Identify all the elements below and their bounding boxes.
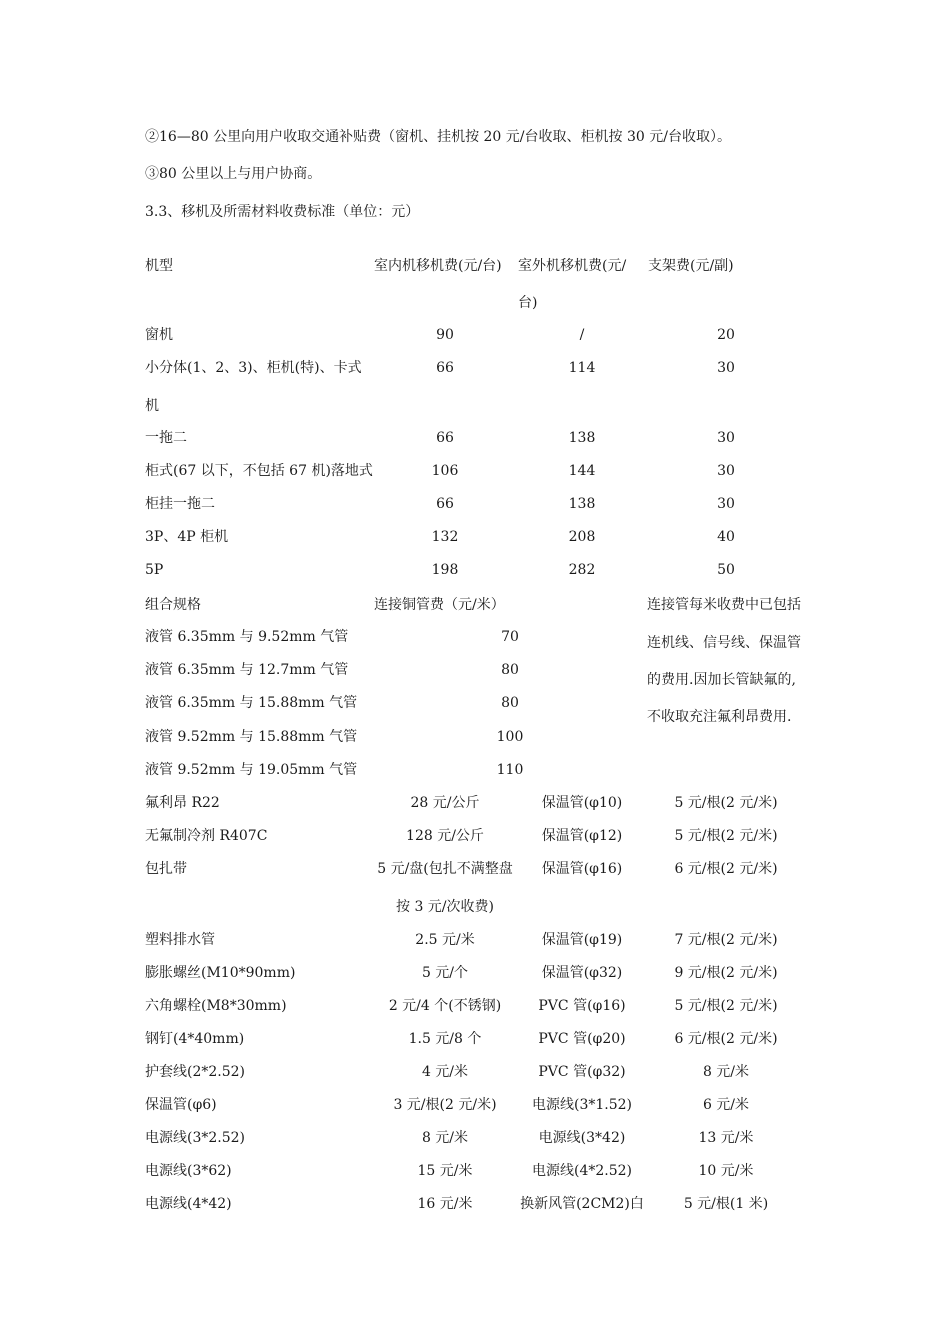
pipe-note-line: 的费用.因加长管缺氟的, [647, 672, 796, 688]
material-name-cell-2: 保温管(φ32) [541, 965, 623, 981]
pipe-fee-cell: 80 [501, 662, 519, 678]
material-name-cell-2: 保温管(φ12) [541, 828, 623, 844]
material-name-cell-2: 保温管(φ19) [541, 932, 623, 948]
material-price-cell: 128 元/公斤 [406, 828, 484, 844]
material-name-cell-2: 保温管(φ10) [541, 795, 623, 811]
material-name-cell: 膨胀螺丝(M10*90mm) [145, 965, 296, 981]
pipe-note-line: 连接管每米收费中已包括 [647, 597, 801, 613]
outdoor-cell: 208 [568, 529, 596, 545]
material-name-cell: 氟利昂 R22 [145, 795, 220, 811]
pipe-header-fee: 连接铜管费（元/米） [374, 597, 505, 613]
material-name-cell: 护套线(2*2.52) [145, 1064, 246, 1080]
material-name-cell-2: PVC 管(φ20) [538, 1031, 626, 1047]
material-price-cell-cont: 按 3 元/次收费) [396, 899, 494, 915]
pipe-note-line: 连机线、信号线、保温管 [647, 635, 801, 651]
material-price-cell: 5 元/个 [421, 965, 469, 981]
material-name-cell: 电源线(4*42) [145, 1196, 232, 1212]
header-indoor-fee: 室内机移机费(元/台) [374, 258, 502, 274]
material-name-cell: 塑料排水管 [145, 932, 215, 948]
outdoor-cell: 144 [568, 463, 596, 479]
pipe-spec-cell: 液管 6.35mm 与 12.7mm 气管 [145, 662, 349, 678]
material-name-cell-2: 电源线(3*1.52) [531, 1097, 632, 1113]
indoor-cell: 66 [436, 496, 454, 512]
header-outdoor-fee-cont: 台) [518, 295, 538, 311]
intro-line-1: ②16—80 公里向用户收取交通补贴费（窗机、挂机按 20 元/台收取、柜机按 30 元/台收取）。 [145, 129, 731, 145]
material-name-cell-2: 保温管(φ16) [541, 861, 623, 877]
material-price-cell: 2.5 元/米 [415, 932, 475, 948]
material-price-cell-2: 5 元/根(1 米) [683, 1196, 769, 1212]
material-name-cell-2: 换新风管(2CM2)白 [520, 1196, 644, 1212]
outdoor-cell: 138 [568, 496, 596, 512]
model-cell-cont: 机 [145, 398, 159, 414]
material-name-cell: 电源线(3*2.52) [145, 1130, 246, 1146]
material-price-cell: 4 元/米 [421, 1064, 469, 1080]
material-name-cell-2: 电源线(4*2.52) [531, 1163, 632, 1179]
header-model: 机型 [145, 258, 173, 274]
material-name-cell-2: 电源线(3*42) [538, 1130, 626, 1146]
section-heading: 3.3、移机及所需材料收费标准（单位：元） [145, 204, 420, 220]
header-bracket-fee: 支架费(元/副) [648, 258, 734, 274]
material-name-cell: 钢钉(4*40mm) [145, 1031, 245, 1047]
bracket-cell: 30 [717, 360, 735, 376]
material-price-cell: 3 元/根(2 元/米) [393, 1097, 497, 1113]
pipe-fee-cell: 100 [496, 729, 524, 745]
header-outdoor-fee: 室外机移机费(元/ [518, 258, 627, 274]
pipe-spec-cell: 液管 6.35mm 与 9.52mm 气管 [145, 629, 349, 645]
material-price-cell: 16 元/米 [417, 1196, 473, 1212]
bracket-cell: 30 [717, 496, 735, 512]
material-name-cell: 六角螺栓(M8*30mm) [145, 998, 287, 1014]
model-cell: 柜挂一拖二 [145, 496, 215, 512]
material-price-cell: 15 元/米 [417, 1163, 473, 1179]
bracket-cell: 30 [717, 463, 735, 479]
pipe-note-line: 不收取充注氟利昂费用. [647, 709, 792, 725]
indoor-cell: 90 [436, 327, 454, 343]
model-cell: 一拖二 [145, 430, 187, 446]
material-price-cell-2: 5 元/根(2 元/米) [674, 998, 778, 1014]
material-price-cell-2: 10 元/米 [698, 1163, 754, 1179]
pipe-fee-cell: 110 [496, 762, 524, 778]
pipe-spec-cell: 液管 9.52mm 与 19.05mm 气管 [145, 762, 358, 778]
bracket-cell: 50 [717, 562, 735, 578]
outdoor-cell: 138 [568, 430, 596, 446]
material-name-cell-2: PVC 管(φ32) [538, 1064, 626, 1080]
material-price-cell: 28 元/公斤 [410, 795, 480, 811]
material-price-cell-2: 7 元/根(2 元/米) [674, 932, 778, 948]
indoor-cell: 106 [431, 463, 459, 479]
indoor-cell: 132 [431, 529, 459, 545]
pipe-spec-cell: 液管 9.52mm 与 15.88mm 气管 [145, 729, 358, 745]
material-price-cell-2: 6 元/根(2 元/米) [674, 861, 778, 877]
material-name-cell-2: PVC 管(φ16) [538, 998, 626, 1014]
indoor-cell: 66 [436, 430, 454, 446]
model-cell: 3P、4P 柜机 [145, 529, 229, 545]
model-cell: 5P [145, 562, 164, 578]
model-cell: 小分体(1、2、3)、柜机(特)、卡式 [145, 360, 362, 376]
material-price-cell-2: 8 元/米 [702, 1064, 750, 1080]
material-name-cell: 保温管(φ6) [145, 1097, 217, 1113]
material-price-cell: 1.5 元/8 个 [408, 1031, 482, 1047]
material-price-cell-2: 6 元/米 [702, 1097, 750, 1113]
pipe-fee-cell: 80 [501, 695, 519, 711]
outdoor-cell: 114 [568, 360, 596, 376]
bracket-cell: 30 [717, 430, 735, 446]
indoor-cell: 66 [436, 360, 454, 376]
material-price-cell-2: 6 元/根(2 元/米) [674, 1031, 778, 1047]
material-price-cell: 5 元/盘(包扎不满整盘 [377, 861, 513, 877]
pipe-fee-cell: 70 [501, 629, 519, 645]
material-name-cell: 包扎带 [145, 861, 187, 877]
outdoor-cell: 282 [568, 562, 596, 578]
material-price-cell: 2 元/4 个(不锈钢) [388, 998, 502, 1014]
material-price-cell-2: 9 元/根(2 元/米) [674, 965, 778, 981]
material-price-cell: 8 元/米 [421, 1130, 469, 1146]
bracket-cell: 20 [717, 327, 735, 343]
pipe-header-spec: 组合规格 [145, 597, 201, 613]
material-price-cell-2: 13 元/米 [698, 1130, 754, 1146]
material-name-cell: 电源线(3*62) [145, 1163, 232, 1179]
material-price-cell-2: 5 元/根(2 元/米) [674, 828, 778, 844]
intro-line-2: ③80 公里以上与用户协商。 [145, 166, 322, 182]
indoor-cell: 198 [431, 562, 459, 578]
outdoor-cell: / [579, 327, 585, 343]
material-price-cell-2: 5 元/根(2 元/米) [674, 795, 778, 811]
material-name-cell: 无氟制冷剂 R407C [145, 828, 268, 844]
pipe-spec-cell: 液管 6.35mm 与 15.88mm 气管 [145, 695, 358, 711]
bracket-cell: 40 [717, 529, 735, 545]
model-cell: 柜式(67 以下，不包括 67 机)落地式 [145, 463, 373, 479]
model-cell: 窗机 [145, 327, 173, 343]
